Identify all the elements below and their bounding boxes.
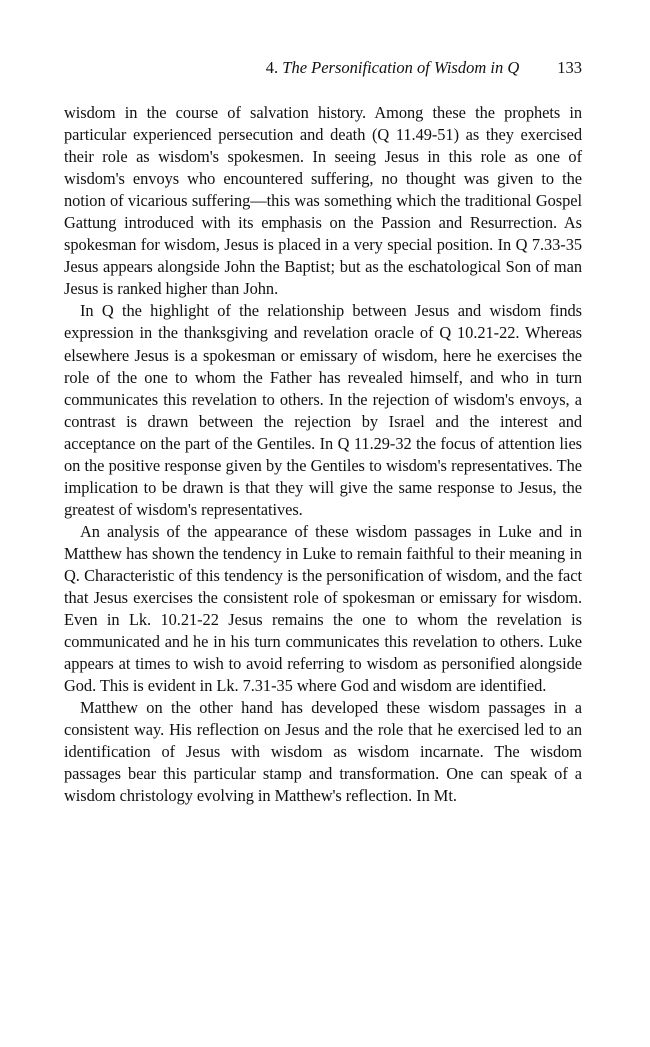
paragraph-2: In Q the highlight of the relationship between Jesus and wisdom finds expression in the thanksgiving and revelation oracle of Q 10.21-22. Whereas elsewhere Jesus is a spokesman or emissary of wisdom, here he exercises the role of the one to whom the Father has revealed himself, and who in turn communicates this revelation to others. In the rejection of wisdom's envoys, a contrast is drawn between the rejection by Israel and the interest and acceptance on the part of the Gentiles. In Q 11.29-32 the focus of attention lies on the positive response given by the Gentiles to wisdom's representatives. The implication to be drawn is that they will give the same response to Jesus, the greatest of wisdom's representatives. <box>64 301 582 519</box>
paragraph-4: Matthew on the other hand has developed these wisdom passages in a consistent way. His reflection on Jesus and the role that he exercised led to an identification of Jesus with wisdom as wisdom incarnate. The wisdom passages bear this particular stamp and transformation. One can speak of a wisdom christology evolving in Matthew's reflection. In Mt. <box>64 698 582 806</box>
page-number: 133 <box>557 58 582 77</box>
book-page <box>64 58 582 808</box>
chapter-title: The Personification of Wisdom in Q <box>282 58 520 77</box>
paragraph-1: wisdom in the course of salvation history. Among these the prophets in particular experienced persecution and death (Q 11.49-51) as they exercised their role as wisdom's spokesmen. In seeing Jesus in this role as one of wisdom's envoys who encountered suffering, no thought was given to the notion of vicarious suffering—this was something which the traditional Gospel Gattung introduced with its emphasis on the Passion and Resurrection. As spokesman for wisdom, Jesus is placed in a very special position. In Q 7.33-35 Jesus appears alongside John the Baptist; but as the eschatological Son of man Jesus is ranked higher than John. <box>64 103 582 299</box>
running-title <box>266 58 519 78</box>
body-text <box>64 102 582 808</box>
running-head <box>64 58 582 90</box>
chapter-number: 4. <box>265 58 279 77</box>
paragraph-3: An analysis of the appearance of these wisdom passages in Luke and in Matthew has shown the tendency in Luke to remain faithful to their meaning in Q. Characteristic of this tendency is the personification of wisdom, and the fact that Jesus exercises the consistent role of spokesman or emissary for wisdom. Even in Lk. 10.21-22 Jesus remains the one to whom the revelation is communicated and he in his turn communicates this revelation to others. Luke appears at times to wish to avoid referring to wisdom as personified alongside God. This is evident in Lk. 7.31-35 where God and wisdom are identified. <box>64 521 582 696</box>
